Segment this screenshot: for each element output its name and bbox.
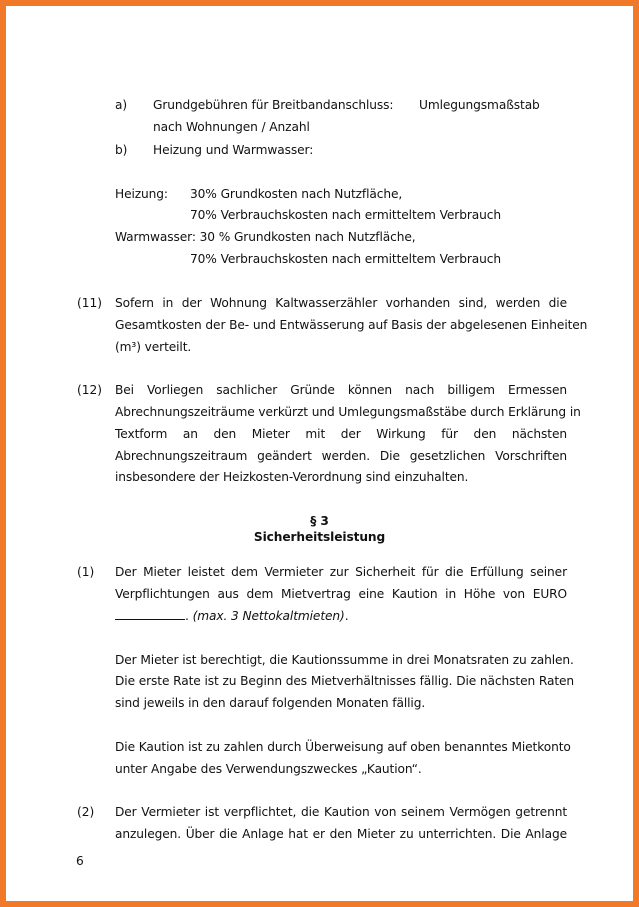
list-item-b-label: Heizung und Warmwasser: [153,143,314,157]
paragraph-11-line: Sofern in der Wohnung Kaltwasserzähler vorhanden sind, werden die [115,296,567,310]
rates-line: Der Mieter ist berechtigt, die Kautionssumme in drei Monatsraten zu zahlen. [115,653,574,667]
kaution-amount-line [115,608,348,624]
heizung-label: Heizung: [115,187,168,201]
rates-line: sind jeweils in den darauf folgenden Monaten fällig. [115,696,426,710]
paragraph-12-line: Abrechnungszeitraum geändert werden. Die gesetzlichen Vorschriften [115,449,567,463]
paragraph-11-line: (m³) verteilt. [115,340,192,354]
section-3-paragraph-1-number: (1) [77,565,95,579]
paragraph-12-line: Textform an den Mieter mit der Wirkung für den nächsten [115,427,567,441]
paragraph-12-line: Bei Vorliegen sachlicher Gründe können nach billigem Ermessen [115,383,567,397]
paragraph-11-number: (11) [77,296,103,310]
heizung-line-1: 30% Grundkosten nach Nutzfläche, [190,187,403,201]
kaution-amount-blank [115,608,185,620]
list-item-a-label: Grundgebühren für Breitbandanschluss: [153,98,394,112]
heizung-line-2: 70% Verbrauchskosten nach ermitteltem Verbrauch [190,208,501,222]
section-3-paragraph-2-line: anzulegen. Über die Anlage hat er den Mieter zu unterrichten. Die Anlage [115,827,567,841]
kaution-amount-suffix: . [185,609,193,623]
list-marker-b: b) [115,143,128,157]
list-item-a-value: Umlegungsmaßstab [419,98,540,112]
payment-line: unter Angabe des Verwendungszweckes „Kaution“. [115,762,422,776]
kaution-note-end: . [344,609,349,623]
paragraph-12-line: insbesondere der Heizkosten-Verordnung sind einzuhalten. [115,470,469,484]
section-number: § 3 [310,514,329,528]
section-3-paragraph-2-line: Der Vermieter ist verpflichtet, die Kaution von seinem Vermögen getrennt [115,805,567,819]
paragraph-11-line: Gesamtkosten der Be- und Entwässerung auf Basis der abgelesenen Einheiten [115,318,588,332]
rates-line: Die erste Rate ist zu Beginn des Mietverhältnisses fällig. Die nächsten Raten [115,674,575,688]
kaution-max-note: (max. 3 Nettokaltmieten) [192,609,345,623]
paragraph-12-line: Abrechnungszeiträume verkürzt und Umlegungsmaßstäbe durch Erklärung in [115,405,581,419]
list-item-a-continuation: nach Wohnungen / Anzahl [153,120,310,134]
warmwasser-line-1: Warmwasser: 30 % Grundkosten nach Nutzfläche, [115,230,416,244]
section-3-paragraph-1-line: Verpflichtungen aus dem Mietvertrag eine Kaution in Höhe von EURO [115,587,567,601]
document-page [6,6,633,901]
section-title: Sicherheitsleistung [253,530,386,544]
payment-line: Die Kaution ist zu zahlen durch Überweisung auf oben benanntes Mietkonto [115,740,571,754]
page-number: 6 [76,854,84,868]
section-3-paragraph-1-line: Der Mieter leistet dem Vermieter zur Sicherheit für die Erfüllung seiner [115,565,567,579]
paragraph-12-number: (12) [77,383,103,397]
list-marker-a: a) [115,98,128,112]
warmwasser-line-2: 70% Verbrauchskosten nach ermitteltem Verbrauch [190,252,501,266]
section-3-paragraph-2-number: (2) [77,805,95,819]
